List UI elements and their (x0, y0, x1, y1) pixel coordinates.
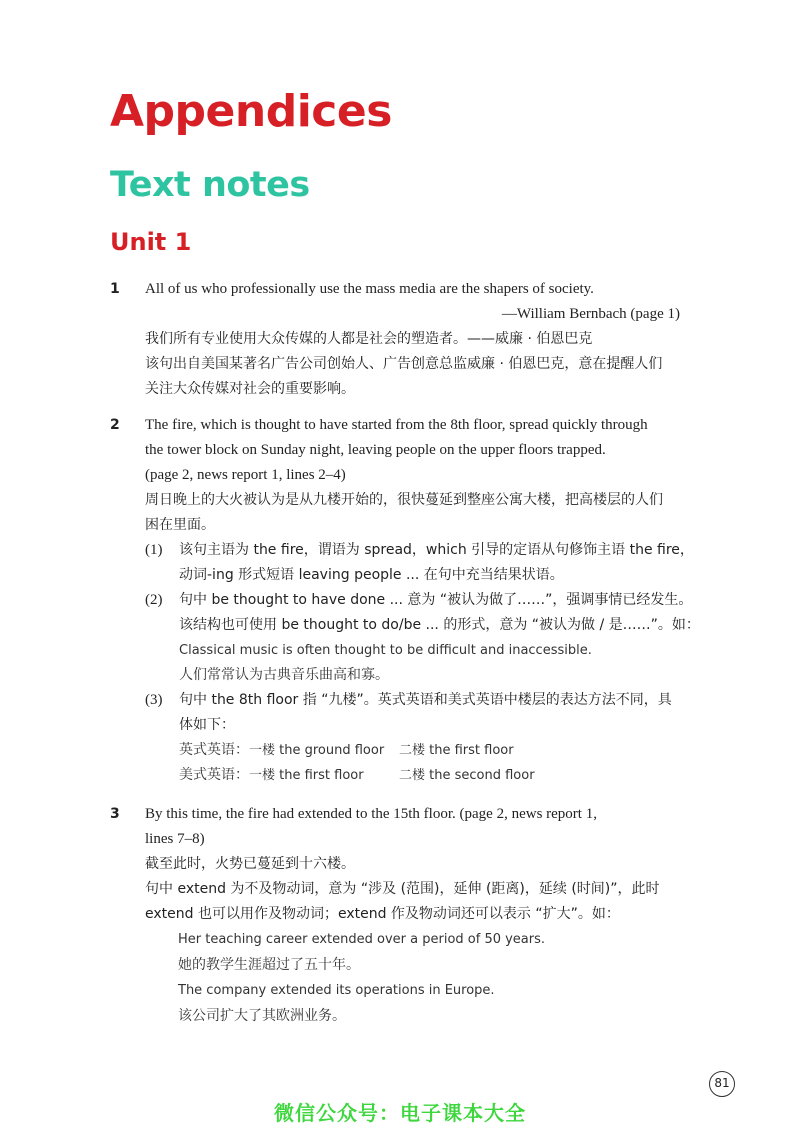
note-reference: (page 2, news report 1, lines 2–4) (145, 467, 346, 483)
page-number: 81 (709, 1071, 735, 1097)
note-explanation: 该句出自美国某著名广告公司创始人、广告创意总监威廉 · 伯恩巴克，意在提醒人们 (145, 356, 663, 372)
examples (145, 927, 680, 1029)
example-chinese: 人们常常认为古典音乐曲高和寡。 (179, 667, 389, 683)
note-explanation: 关注大众传媒对社会的重要影响。 (145, 381, 355, 397)
note-number: 1 (110, 281, 120, 297)
british-floor-row (179, 738, 680, 763)
american-floor-row (179, 763, 680, 788)
note-explanation: extend 也可以用作及物动词；extend 作及物动词还可以表示 “扩大”。如： (145, 906, 620, 922)
note-english-sentence: The fire, which is thought to have started from the 8th floor, spread quickly through (145, 417, 648, 433)
sub-note-label: (1) (145, 542, 163, 558)
floor-term: 一楼 the ground floor (249, 743, 385, 758)
watermark-text: 微信公众号：电子课本大全 (274, 1101, 526, 1125)
floor-term: 一楼 the first floor (249, 768, 364, 783)
text-notes-heading: Text notes (110, 165, 310, 205)
note-attribution: —William Bernbach (page 1) (501, 306, 680, 322)
note-1 (110, 277, 680, 402)
sub-note-label: (3) (145, 692, 163, 708)
example-chinese: 她的教学生涯超过了五十年。 (178, 957, 360, 973)
sub-note-text: 该结构也可使用 be thought to do/be ... 的形式，意为 “被认为做 / 是……”。如： (179, 617, 700, 633)
note-chinese-translation: 截至此时，火势已蔓延到十六楼。 (145, 856, 355, 872)
note-chinese-translation: 我们所有专业使用大众传媒的人都是社会的塑造者。——威廉 · 伯恩巴克 (145, 331, 593, 347)
unit-heading: Unit 1 (110, 228, 192, 256)
note-chinese-translation: 困在里面。 (145, 517, 215, 533)
note-2 (110, 413, 700, 788)
note-number: 3 (110, 806, 120, 822)
floor-term: 二楼 the first floor (399, 743, 514, 758)
sub-note-2 (145, 588, 700, 688)
sub-note-label: (2) (145, 592, 163, 608)
note-english-sentence: lines 7–8) (145, 831, 205, 847)
note-english-sentence: All of us who professionally use the mass media are the shapers of society. (145, 281, 594, 297)
sub-note-text: 句中 the 8th floor 指 “九楼”。英式英语和美式英语中楼层的表达方法不同，具 (179, 692, 672, 708)
sub-note-1 (145, 538, 694, 588)
sub-note-text: 句中 be thought to have done ... 意为 “被认为做了……”，强调事情已经发生。 (179, 592, 693, 608)
sub-note-text: 体如下： (179, 717, 235, 733)
example-english: Her teaching career extended over a period of 50 years. (178, 932, 546, 947)
note-english-sentence: the tower block on Sunday night, leaving people on the upper floors trapped. (145, 442, 606, 458)
sub-note-text: 动词-ing 形式短语 leaving people ... 在句中充当结果状语。 (179, 567, 564, 583)
example-chinese: 该公司扩大了其欧洲业务。 (178, 1008, 346, 1024)
sub-note-3 (145, 688, 680, 788)
note-3 (110, 802, 680, 1029)
note-explanation: 句中 extend 为不及物动词，意为 “涉及 (范围)，延伸 (距离)，延续 (时间)”，此时 (145, 881, 660, 897)
floor-term: 二楼 the second floor (399, 768, 535, 783)
floor-label: 英式英语： (179, 742, 249, 758)
note-number: 2 (110, 417, 120, 433)
note-chinese-translation: 周日晚上的大火被认为是从九楼开始的，很快蔓延到整座公寓大楼，把高楼层的人们 (145, 492, 663, 508)
note-english-sentence: By this time, the fire had extended to the 15th floor. (page 2, news report 1, (145, 806, 597, 822)
floor-label: 美式英语： (179, 767, 249, 783)
sub-note-text: 该句主语为 the fire，谓语为 spread，which 引导的定语从句修饰主语 the fire， (179, 542, 694, 558)
example-english: The company extended its operations in Europe. (178, 983, 495, 998)
example-english: Classical music is often thought to be difficult and inaccessible. (179, 643, 592, 658)
appendices-heading: Appendices (110, 86, 392, 137)
